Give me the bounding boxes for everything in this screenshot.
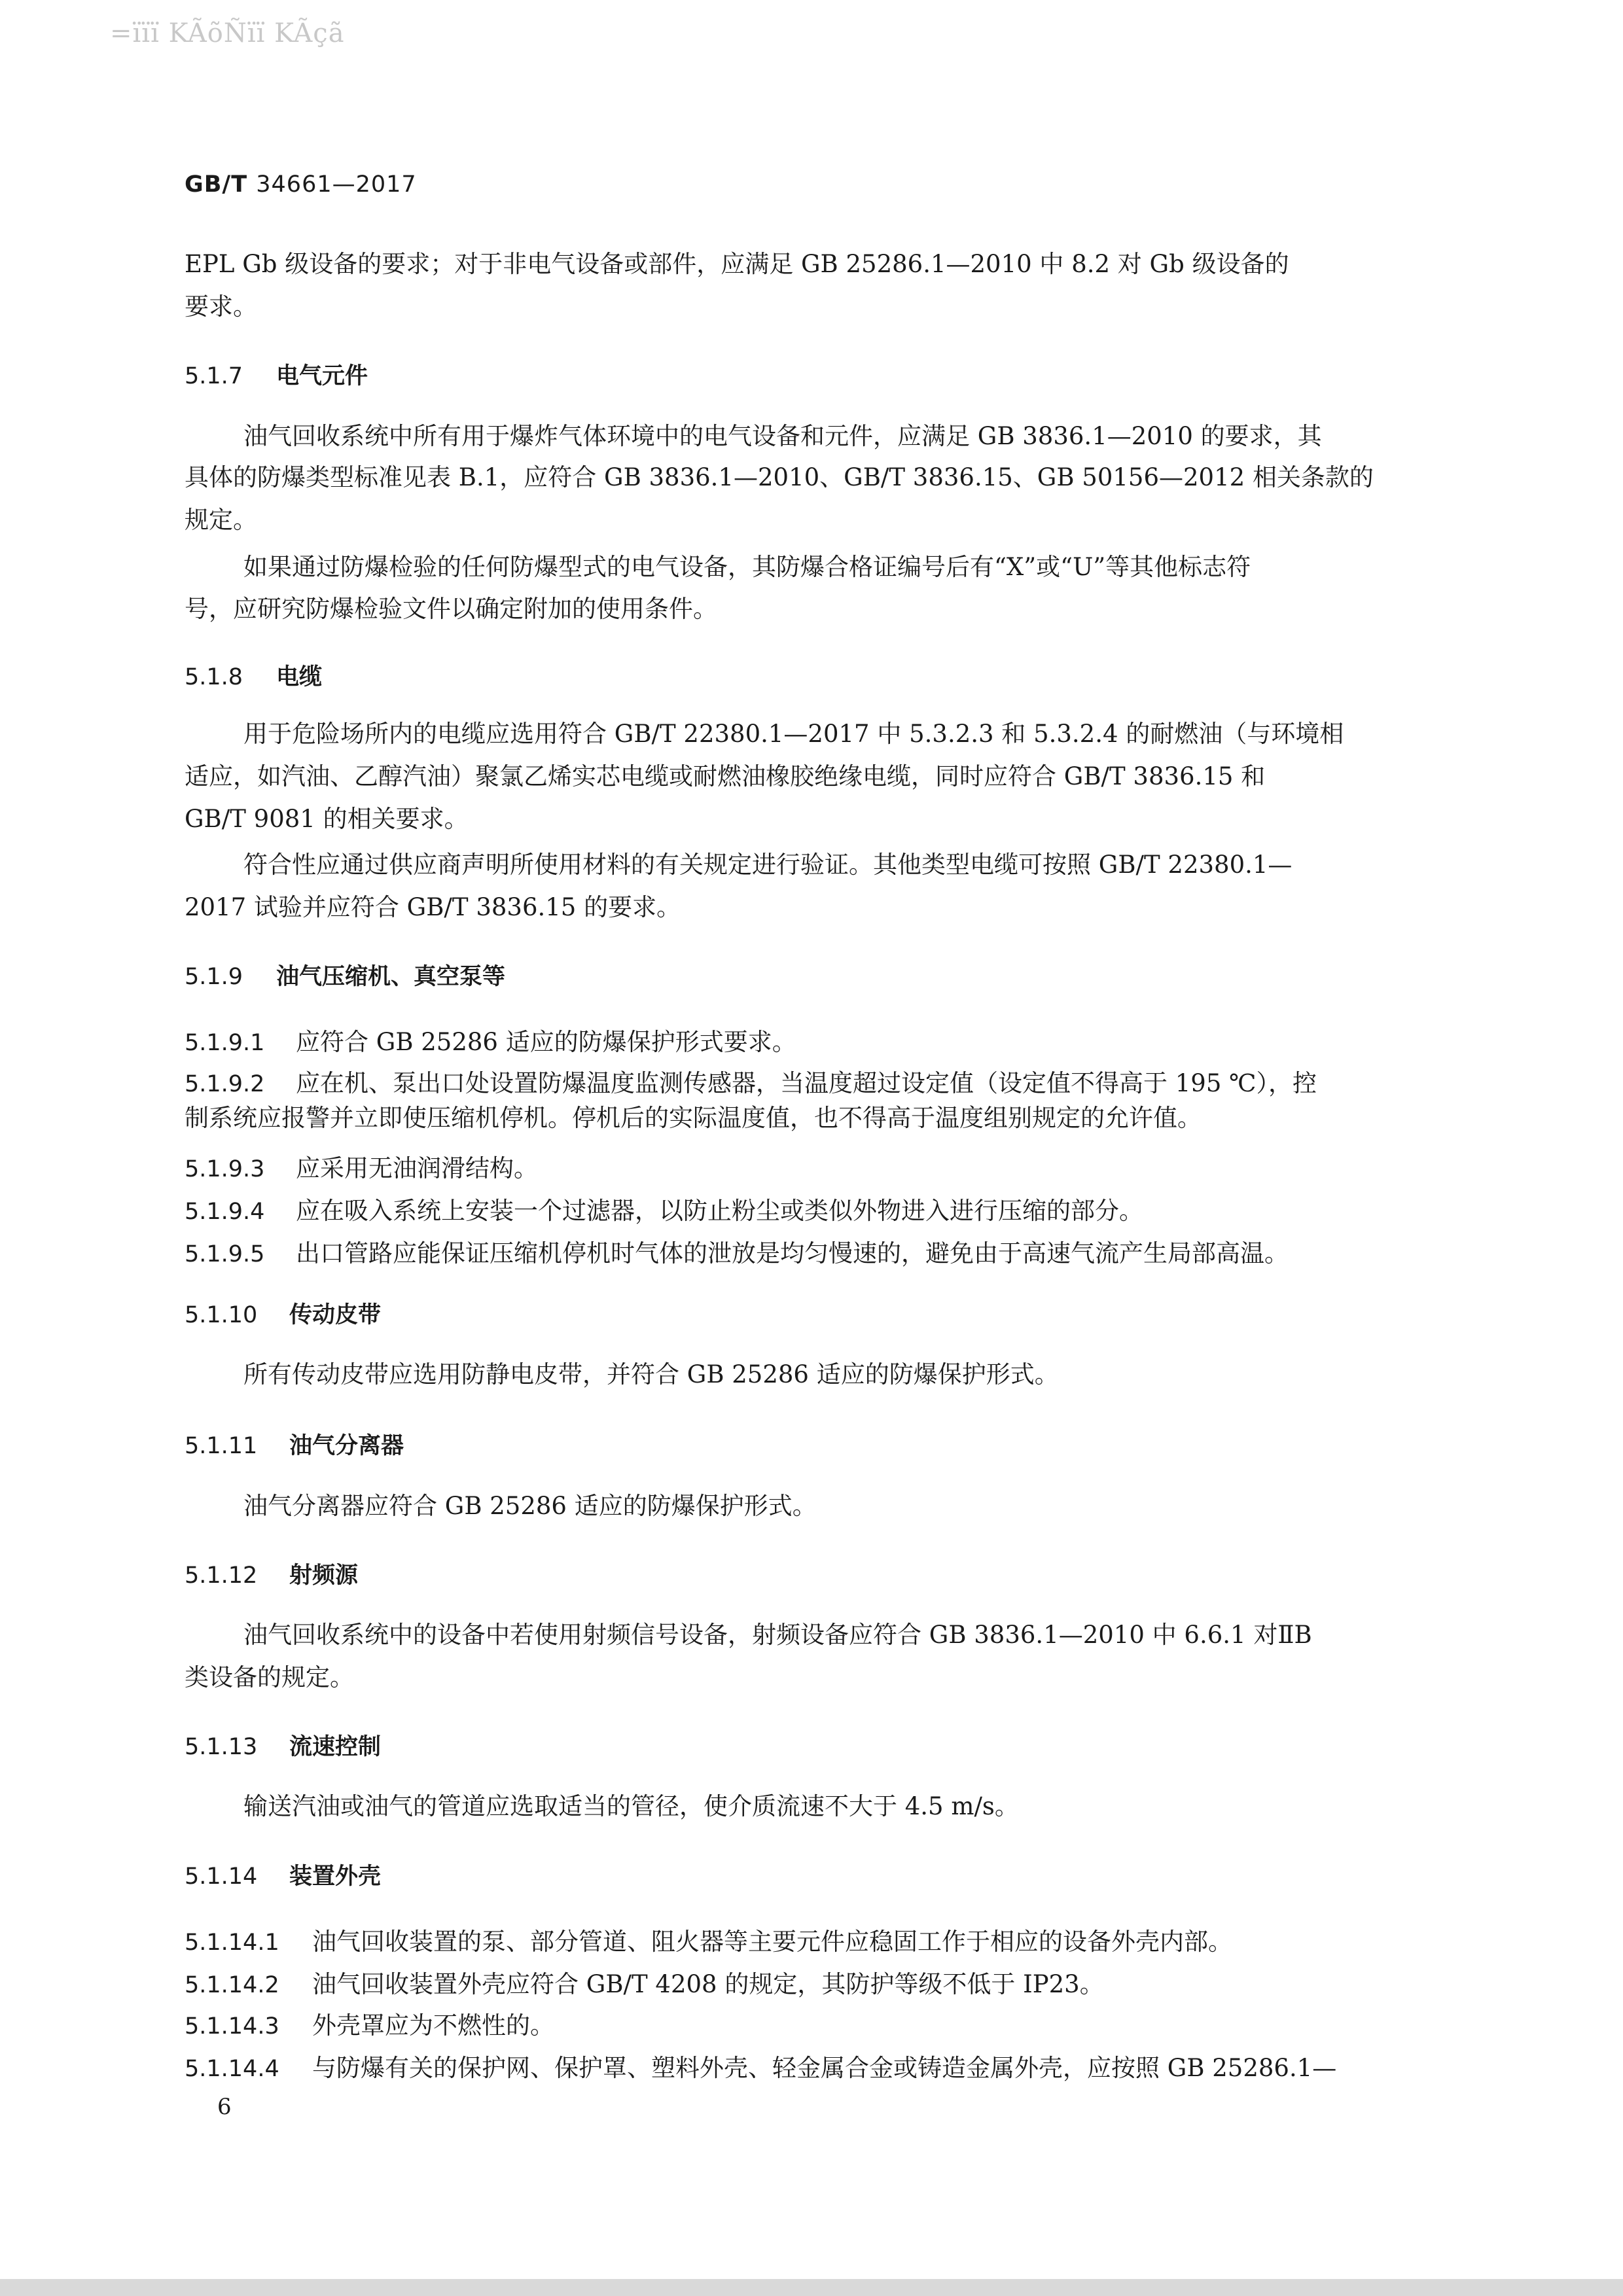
paragraph-line: 如果通过防爆检验的任何防爆型式的电气设备，其防爆合格证编号后有“X”或“U”等其他标志符 [243,553,1251,581]
clause-number: 5.1.9.3 [185,1156,265,1182]
clause-5-1-9-5 [185,1233,1289,1269]
paragraph-line: EPL Gb 级设备的要求；对于非电气设备或部件，应满足 GB 25286.1—2010 中 8.2 对 Gb 级设备的 [185,250,1289,278]
clause-text: 出口管路应能保证压缩机停机时气体的泄放是均匀慢速的，避免由于高速气流产生局部高温。 [296,1239,1289,1267]
section-number: 5.1.8 [185,664,243,690]
section-title: 射频源 [289,1563,359,1589]
section-heading-5-1-11 [185,1428,404,1460]
paragraph-line: 制系统应报警并立即使压缩机停机。停机后的实际温度值，也不得高于温度组别规定的允许值。 [185,1104,1202,1132]
section-number: 5.1.7 [185,363,243,389]
clause-text: 应在机、泵出口处设置防爆温度监测传感器，当温度超过设定值（设定值不得高于 195 ℃），控 [296,1069,1317,1097]
section-heading-5-1-14 [185,1858,381,1891]
clause-5-1-14-3 [185,2005,554,2041]
section-title: 电气元件 [276,363,368,389]
standard-prefix: GB/T [185,171,248,198]
clause-5-1-9-1 [185,1022,796,1057]
page-number: 6 [217,2094,232,2120]
section-number: 5.1.13 [185,1734,258,1760]
clause-5-1-14-1 [185,1922,1232,1957]
section-title: 装置外壳 [289,1863,382,1890]
paragraph-line: 具体的防爆类型标准见表 B.1，应符合 GB 3836.1—2010、GB/T 3836.15、GB 50156—2012 相关条款的 [185,463,1374,491]
paragraph-line: 符合性应通过供应商声明所使用材料的有关规定进行验证。其他类型电缆可按照 GB/T 22380.1— [243,851,1293,879]
section-title: 油气压缩机、真空泵等 [276,964,506,990]
paragraph-line: 2017 试验并应符合 GB/T 3836.15 的要求。 [185,893,681,921]
clause-5-1-9-4 [185,1191,1143,1226]
clause-text: 油气回收装置的泵、部分管道、阻火器等主要元件应稳固工作于相应的设备外壳内部。 [312,1928,1232,1956]
clause-number: 5.1.9.5 [185,1241,265,1267]
section-title: 油气分离器 [289,1433,404,1459]
section-heading-5-1-10 [185,1297,381,1330]
clause-text: 油气回收装置外壳应符合 GB/T 4208 的规定，其防护等级不低于 IP23。 [312,1970,1104,1998]
section-number: 5.1.9 [185,964,243,990]
clause-number: 5.1.14.3 [185,2013,279,2040]
section-number: 5.1.12 [185,1563,258,1589]
section-heading-5-1-12 [185,1557,358,1590]
clause-text: 应采用无油润滑结构。 [296,1154,538,1182]
section-heading-5-1-7 [185,358,368,391]
clause-5-1-14-4 [185,2048,1336,2083]
section-title: 电缆 [276,664,323,690]
clause-text: 应符合 GB 25286 适应的防爆保护形式要求。 [296,1028,796,1056]
clause-5-1-14-2 [185,1964,1104,2000]
paragraph-line: 所有传动皮带应选用防静电皮带，并符合 GB 25286 适应的防爆保护形式。 [243,1360,1059,1388]
paragraph-line: 油气回收系统中的设备中若使用射频信号设备，射频设备应符合 GB 3836.1—2010 中 6.6.1 对ⅡB [243,1621,1312,1649]
paragraph-line: 油气回收系统中所有用于爆炸气体环境中的电气设备和元件，应满足 GB 3836.1—2010 的要求，其 [243,422,1322,450]
section-heading-5-1-9 [185,959,505,991]
section-heading-5-1-8 [185,659,322,692]
section-title: 传动皮带 [289,1302,382,1328]
clause-number: 5.1.14.2 [185,1972,279,1998]
section-number: 5.1.10 [185,1302,258,1328]
scan-edge-bar [0,2279,1623,2296]
section-number: 5.1.14 [185,1863,258,1890]
paragraph-line: 要求。 [185,292,257,321]
clause-number: 5.1.9.1 [185,1030,265,1056]
section-number: 5.1.11 [185,1433,258,1459]
clause-5-1-9-2 [185,1063,1317,1099]
clause-text: 与防爆有关的保护网、保护罩、塑料外壳、轻金属合金或铸造金属外壳，应按照 GB 25286.1— [312,2054,1337,2082]
clause-text: 应在吸入系统上安装一个过滤器，以防止粉尘或类似外物进入进行压缩的部分。 [296,1197,1143,1225]
section-title: 流速控制 [289,1734,382,1760]
clause-number: 5.1.14.4 [185,2056,279,2082]
clause-text: 外壳罩应为不燃性的。 [312,2011,554,2040]
clause-5-1-9-3 [185,1148,538,1184]
paragraph-line: GB/T 9081 的相关要求。 [185,805,469,833]
clause-number: 5.1.9.4 [185,1199,265,1225]
paragraph-line: 号，应研究防爆检验文件以确定附加的使用条件。 [185,595,717,623]
clause-number: 5.1.9.2 [185,1071,265,1097]
section-heading-5-1-13 [185,1729,381,1761]
paragraph-line: 用于危险场所内的电缆应选用符合 GB/T 22380.1—2017 中 5.3.2.3 和 5.3.2.4 的耐燃油（与环境相 [243,720,1344,748]
paragraph-line: 适应，如汽油、乙醇汽油）聚氯乙烯实芯电缆或耐燃油橡胶绝缘电缆，同时应符合 GB/T 3836.15 和 [185,762,1266,790]
clause-number: 5.1.14.1 [185,1930,279,1956]
paragraph-line: 规定。 [185,506,257,534]
scan-watermark: =ïïï KÃõÑïï KÃçã [110,18,345,48]
paragraph-line: 输送汽油或油气的管道应选取适当的管径，使介质流速不大于 4.5 m/s。 [243,1792,1019,1820]
standard-code [185,171,417,198]
paragraph-line: 类设备的规定。 [185,1663,354,1691]
paragraph-line: 油气分离器应符合 GB 25286 适应的防爆保护形式。 [243,1492,817,1520]
standard-number: 34661—2017 [256,171,417,198]
